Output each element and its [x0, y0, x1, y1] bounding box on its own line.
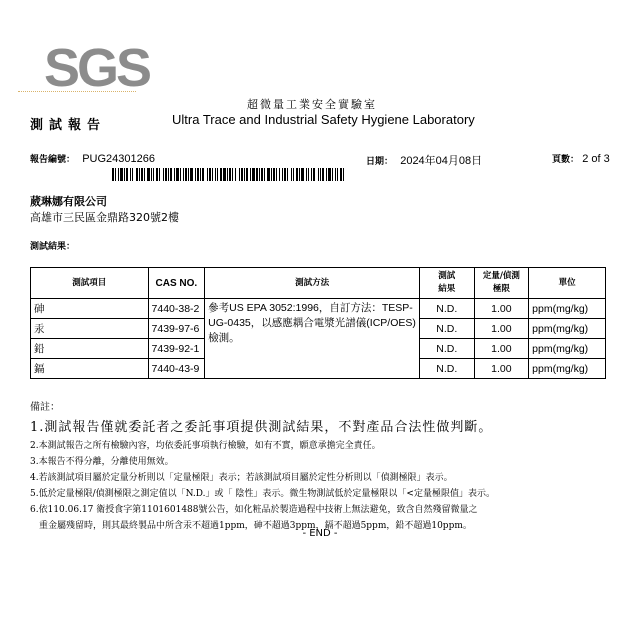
- results-label: 測試結果：: [30, 242, 76, 252]
- header-unit: 單位: [529, 268, 606, 299]
- barcode-bar: [279, 168, 280, 181]
- barcode-bar: [244, 168, 245, 181]
- cell-unit: ppm(mg/kg): [529, 299, 606, 319]
- sgs-logo-text: SGS: [44, 38, 150, 98]
- header-loq-line2: 極限: [492, 284, 510, 294]
- cell-item: 砷: [31, 299, 149, 319]
- barcode-bar: [328, 168, 331, 181]
- report-number: [30, 152, 155, 165]
- barcode-bar: [151, 168, 152, 181]
- barcode-bar: [202, 168, 204, 181]
- barcode-bar: [343, 168, 344, 181]
- barcode-bar: [209, 168, 211, 181]
- page-value: 2 of 3: [582, 153, 610, 165]
- barcode-bar: [293, 168, 294, 181]
- barcode-bar: [126, 168, 128, 181]
- client-address: 高雄市三民區金鼎路320號2樓: [30, 211, 179, 224]
- barcode-bar: [311, 168, 312, 181]
- table-header-row: [31, 268, 606, 299]
- header-loq: [474, 268, 529, 299]
- barcode-bar: [335, 168, 336, 181]
- barcode-bar: [276, 168, 277, 181]
- results-table: [30, 267, 606, 379]
- lab-name-zh: 超微量工業安全實驗室: [247, 98, 377, 111]
- cell-loq: 1.00: [474, 359, 529, 379]
- barcode-bar: [267, 168, 270, 181]
- header-item: 測試項目: [31, 268, 149, 299]
- barcode-bar: [147, 168, 150, 181]
- barcode-bar: [306, 168, 307, 181]
- client-name: 葳琳娜有限公司: [30, 195, 107, 208]
- barcode-bar: [195, 168, 196, 181]
- barcode-bar: [261, 168, 263, 181]
- barcode-bar: [291, 168, 292, 181]
- cell-result: N.D.: [419, 319, 474, 339]
- barcode-bar: [141, 168, 143, 181]
- barcode-bar: [115, 168, 116, 181]
- barcode-bar: [112, 168, 114, 181]
- cell-method: 參考US EPA 3052:1996，自訂方法：TESP-UG-0435，以感應耦合電漿光譜儀(ICP/OES) 檢測。: [205, 299, 420, 379]
- cell-unit: ppm(mg/kg): [529, 339, 606, 359]
- barcode-bar: [188, 168, 189, 181]
- barcode-bar: [217, 168, 218, 181]
- barcode-bar: [215, 168, 216, 181]
- barcode-bar: [273, 168, 275, 181]
- barcode-bar: [165, 168, 167, 181]
- report-number-value: PUG24301266: [82, 153, 155, 165]
- barcode-bar: [120, 168, 123, 181]
- cell-loq: 1.00: [474, 299, 529, 319]
- barcode-bar: [200, 168, 201, 181]
- barcode-bar: [220, 168, 222, 181]
- report-number-label: 報告編號：: [30, 155, 76, 165]
- barcode-bar: [180, 168, 181, 181]
- barcode-bar: [223, 168, 226, 181]
- cell-loq: 1.00: [474, 339, 529, 359]
- barcode-bar: [190, 168, 193, 181]
- barcode-bar: [153, 168, 154, 181]
- barcode-bar: [246, 168, 248, 181]
- barcode-bar: [318, 168, 319, 181]
- header-result-line1: 測試: [438, 271, 456, 281]
- barcode-bar: [118, 168, 119, 181]
- barcode-bar: [326, 168, 327, 181]
- date-value: 2024年04月08日: [400, 155, 483, 167]
- barcode-bar: [170, 168, 172, 181]
- report-title: 測試報告: [30, 118, 107, 133]
- barcode-bar: [287, 168, 288, 181]
- end-marker: - END -: [302, 528, 338, 539]
- cell-item: 鉛: [31, 339, 149, 359]
- barcode-bar: [282, 168, 283, 181]
- barcode-bar: [197, 168, 199, 181]
- barcode-bar: [207, 168, 208, 181]
- logo-underline: [18, 91, 136, 92]
- barcode-bar: [337, 168, 338, 181]
- header-result-line2: 結果: [438, 284, 456, 294]
- barcode-bar: [250, 168, 251, 181]
- barcode-bar: [227, 168, 228, 181]
- barcode-bar: [271, 168, 272, 181]
- barcode-bar: [132, 168, 133, 181]
- note-4: 4.若該測試項目屬於定量分析則以「定量極限」表示；若該測試項目屬於定性分析則以「偵測極限」表示。: [30, 473, 453, 483]
- header-loq-line1: 定量/偵測: [482, 271, 520, 281]
- barcode-bar: [259, 168, 260, 181]
- barcode-bar: [308, 168, 309, 181]
- barcode-bar: [139, 168, 140, 181]
- cell-cas: 7439-97-6: [148, 319, 205, 339]
- cell-item: 鎘: [31, 359, 149, 379]
- barcode-bar: [168, 168, 169, 181]
- note-2: 2.本測試報告之所有檢驗內容，均依委託事項執行檢驗，如有不實，願意承擔完全責任。: [30, 441, 381, 451]
- barcode-bar: [239, 168, 240, 181]
- cell-result: N.D.: [419, 339, 474, 359]
- header-cas: CAS NO.: [148, 268, 205, 299]
- cell-item: 汞: [31, 319, 149, 339]
- barcode-bar: [176, 168, 179, 181]
- barcode-bar: [241, 168, 243, 181]
- barcode-bar: [124, 168, 125, 181]
- barcode-bar: [136, 168, 138, 181]
- barcode-bar: [320, 168, 321, 181]
- page-label: 頁數：: [552, 155, 580, 165]
- barcode-bar: [235, 168, 236, 181]
- note-3: 3.本報告不得分離，分離使用無效。: [30, 457, 174, 467]
- barcode-bar: [130, 168, 131, 181]
- note-6-continued: 重金屬殘留時，則其最終製品中所含汞不超過1ppm，砷不超過3ppm，鎘不超過5ppm，鉛不超過10ppm。: [39, 521, 472, 531]
- barcode-bar: [174, 168, 175, 181]
- barcode-bar: [156, 168, 158, 181]
- barcode-bar: [229, 168, 231, 181]
- barcode-bar: [313, 168, 315, 181]
- cell-result: N.D.: [419, 299, 474, 319]
- note-1: 1.測試報告僅就委託者之委託事項提供測試結果，不對產品合法性做判斷。: [30, 420, 493, 435]
- barcode-bar: [299, 168, 300, 181]
- report-date: [366, 152, 482, 168]
- barcode-bar: [301, 168, 304, 181]
- sgs-logo: [44, 38, 150, 98]
- barcode-bar: [144, 168, 145, 181]
- note-6: 6.依110.06.17 衛授食字第1101601488號公告，如化粧品於製造過程中技術上無法避免，致含自然殘留微量之: [30, 505, 478, 515]
- cell-cas: 7439-92-1: [148, 339, 205, 359]
- barcode-bar: [252, 168, 255, 181]
- note-5: 5.低於定量極限/偵測極限之測定值以「N.D.」或「 陰性」表示。微生物測試低於定量極限以「<定量極限值」表示。: [30, 489, 495, 499]
- lab-name-en: Ultra Trace and Industrial Safety Hygiene Laboratory: [172, 112, 475, 127]
- barcode-bar: [163, 168, 164, 181]
- notes-heading: 備註：: [30, 402, 60, 413]
- barcode-bar: [322, 168, 324, 181]
- barcode-bar: [340, 168, 342, 181]
- header-method: 測試方法: [205, 268, 420, 299]
- barcode-bar: [232, 168, 233, 181]
- cell-cas: 7440-38-2: [148, 299, 205, 319]
- barcode-bar: [183, 168, 184, 181]
- barcode-bar: [212, 168, 213, 181]
- cell-cas: 7440-43-9: [148, 359, 205, 379]
- report-barcode: [112, 168, 344, 181]
- date-label: 日期：: [366, 157, 394, 167]
- barcode-bar: [332, 168, 333, 181]
- barcode-bar: [256, 168, 258, 181]
- cell-loq: 1.00: [474, 319, 529, 339]
- barcode-bar: [185, 168, 187, 181]
- barcode-bar: [296, 168, 298, 181]
- notes-section: [30, 398, 615, 534]
- cell-result: N.D.: [419, 359, 474, 379]
- cell-unit: ppm(mg/kg): [529, 359, 606, 379]
- cell-unit: ppm(mg/kg): [529, 319, 606, 339]
- header-result: [419, 268, 474, 299]
- barcode-bar: [159, 168, 160, 181]
- barcode-bar: [284, 168, 286, 181]
- barcode-bar: [264, 168, 265, 181]
- page-number: [552, 152, 610, 165]
- table-row: [31, 299, 606, 319]
